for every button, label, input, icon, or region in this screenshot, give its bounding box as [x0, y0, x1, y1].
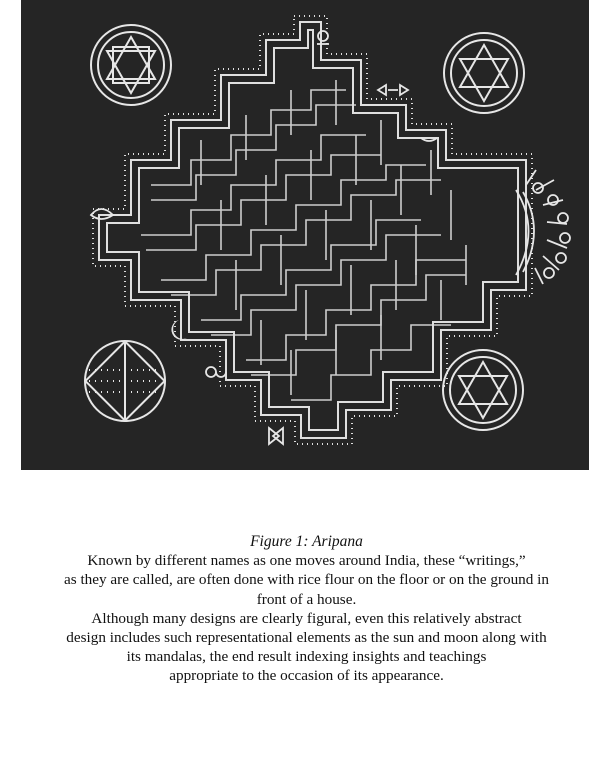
caption-line: as they are called, are often done with rice flour on the floor or on the ground in — [64, 571, 549, 589]
figure-caption — [0, 532, 613, 686]
caption-line: front of a house. — [256, 590, 357, 608]
caption-line: appropriate to the occasion of its appearance. — [169, 667, 444, 685]
caption-line: its mandalas, the end result indexing insights and teachings — [126, 648, 487, 666]
caption-line: Known by different names as one moves around India, these “writings,” — [87, 552, 526, 570]
caption-line: design includes such representational elements as the sun and moon along with — [66, 629, 547, 647]
aripana-photograph — [21, 0, 589, 470]
caption-line: Although many designs are clearly figural, even this relatively abstract — [91, 609, 522, 627]
figure-title: Figure 1: Aripana — [250, 533, 363, 550]
